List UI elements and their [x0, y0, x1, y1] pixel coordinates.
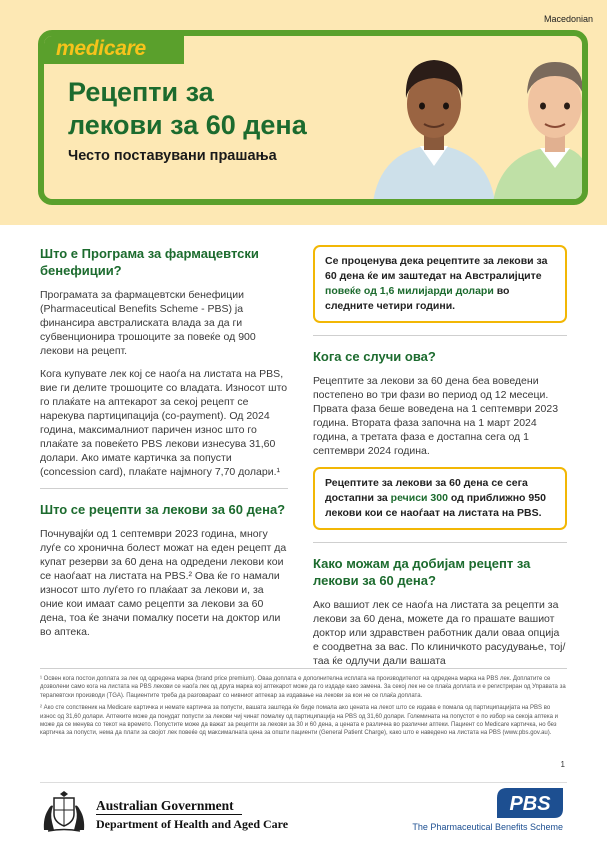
government-name: Australian Government: [96, 798, 234, 813]
right-column: [313, 245, 567, 677]
brand-bar: [44, 36, 184, 64]
paragraph-phases: Рецептите за лекови за 60 дена беа воведени постепено во три фази во период од 12 месеци. Првата фаза беше воведена на 1 септември 2023 година. Втората фаза започна на 1 март 2024 година, а третата фаза е достапна сега од 1 септември 2024 година.: [313, 375, 559, 457]
footnote-2: ² Ако сте сопственик на Medicare картичка и немате картичка за попусти, вашата заштеда ќе биде помала ако цената на лекот што се издава е помала од партиципацијата на PBS во износ од 31,60 долари. Аптеките може да понудат попусти за лекови чиј чинат помалку од партиципација на PBS од 31,60 долари. Големината на попустот е по избор на секоја аптека и може да се менува со текот на времето. Попустите може да важат за рецепти за лекови за 30 и 60 дена, а цената е различна во различни аптеки. Пациент со Medicare картичка, но без картичка за попусти, нема да плати за својот лек повеќе од максималната цена за општи пациенти (General Patient Charge), како што е наведено на листата на PBS (www.pbs.gov.au).: [40, 705, 559, 737]
pbs-logo-text: PBS: [509, 793, 551, 815]
coat-of-arms-icon: [40, 790, 88, 834]
hero-frame: [38, 30, 588, 205]
paragraph-how: Ако вашиот лек се наоѓа на листата за рецепти за лекови за 60 дена, можете да го прашате вашиот доктор или здравствен работник дали оваа опција е соодветна за вас. По клиничкото расудување, тој/таа ќе одлучи дали вашата: [313, 599, 566, 667]
question-how: Како можам да добијам рецепт за лекови за 60 дена?: [313, 556, 531, 588]
paragraph-60-day: Почнувајќи од 1 септември 2023 година, многу луѓе со хронична болест можат на еден рецепт да купат резерви за 60 дена на одредени лекови кои се наоѓаат на листата на PBS.² Ова ќе го намали износот што луѓето го плаќаат за лекови и, за оние кои имаат само рецепти за лекови за 60 дена, тоа ќе значи помалку посети на доктор или во аптека.: [40, 528, 287, 638]
left-column: [40, 245, 288, 648]
pbs-tagline: The Pharmaceutical Benefits Scheme: [412, 822, 563, 832]
divider: [313, 335, 567, 336]
paragraph-co-payment: Кога купувате лек кој се наоѓа на листата на PBS, вие ги делите трошоците со владата. Износот што го плаќате на аптекарот за секој рецепт се нарекува партиципација (co-payment). Од 2024 година, максималниот паричен износ што го плаќате за повеќето PBS лекови изнесува 31,60 долари. Ако имате картичка за попусти (concession card), плаќате најмногу 7,70 долари.¹: [40, 368, 288, 478]
people-illustration: [344, 36, 588, 205]
pbs-logo-icon: [497, 787, 563, 819]
department-name: Department of Health and Aged Care: [96, 817, 289, 831]
page-number: 1: [560, 760, 565, 769]
page-title: Рецепти за лекови за 60 дена: [68, 77, 307, 140]
divider: [40, 488, 288, 489]
footnotes: [40, 668, 567, 742]
paragraph-pbs-intro: Програмата за фармацевтски бенефиции (Pharmaceutical Benefits Scheme - PBS) ја финансира австралиската влада за да ги субвенционира трошоците за повеќе од 900 лекови на рецепт.: [40, 289, 256, 357]
question-pbs: Што е Програма за фармацевтски бенефиции?: [40, 246, 259, 278]
footnote-1: ¹ Освен кога постои доплата за лек од одредена марка (brand price premium). Оваа доплата е дополнителна исплата на производителот на одредена марка на PBS лек. Доплатите се дозволени само кога на листата на PBS лекови се наоѓа лек од друга марка кој аптекарот може да го издаде како замена. За секој лек не се плаќа доплата и е регистриран од Управата за терапевтски производи (TGA). Пациентите треба да разговараат со нивниот аптекар за издавање на лекови за кои не се плаќа доплата.: [40, 676, 566, 699]
question-when: Кога се случи ова?: [313, 349, 436, 364]
language-label: Macedonian: [543, 14, 593, 24]
savings-callout: Се проценува дека рецептите за лекови за 60 дена ќе им заштедат на Австралијците повеќе од 1,6 милијарди долари во следните четири години.: [313, 245, 567, 323]
medicare-logo: medicare: [56, 37, 146, 60]
footer-divider: [40, 782, 567, 783]
divider: [313, 542, 567, 543]
question-60-day: Што се рецепти за лекови за 60 дена?: [40, 502, 286, 517]
government-divider: [96, 814, 242, 815]
hero-banner: [0, 0, 607, 225]
availability-callout: Рецептите за лекови за 60 дена се сега достапни за речиси 300 од приближно 950 лекови кои се наоѓаат на листата на PBS.: [313, 467, 567, 530]
page-subtitle: Често поставувани прашања: [68, 148, 277, 164]
